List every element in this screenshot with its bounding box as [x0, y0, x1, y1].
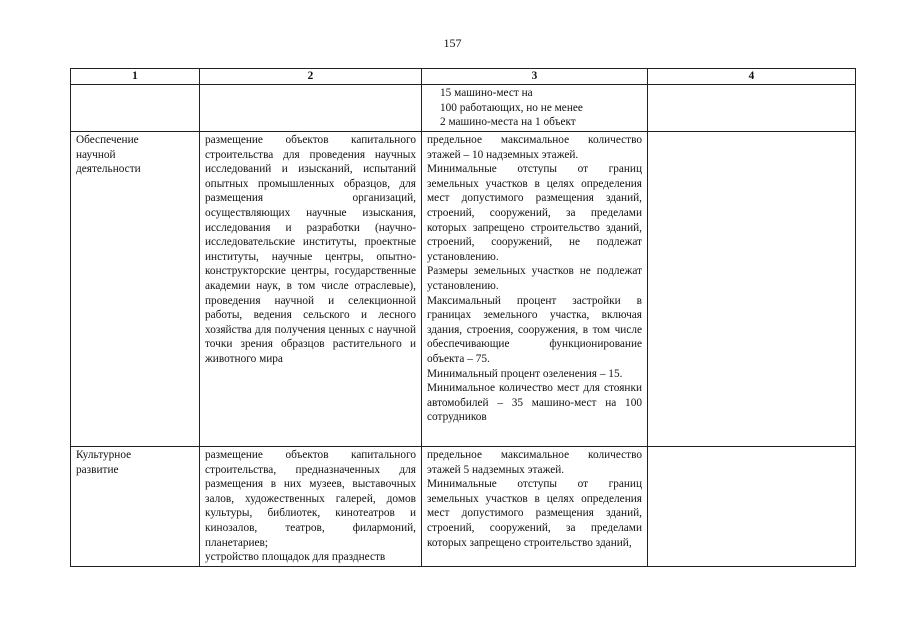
regulations-table [70, 68, 856, 567]
table-cell-description: размещение объектов капитального строительства, предназначенных для размещения в них музеев, выставочных залов, художественных галерей, домов культуры, библиотек, кинотеатров и кинозалов, театров, филармоний, планетариев; устройство площадок для празднеств [200, 447, 422, 567]
parameter-paragraph: Минимальные отступы от границ земельных участков в целях определения мест допустимого размещения зданий, строений, сооружений, за пределами которых запрещено строительство зданий, строений, сооружений, не подлежат установлению. [427, 163, 642, 263]
table-cell-use-name: Обеспечение научной деятельности [71, 132, 200, 447]
parameter-paragraph: предельное максимальное количество этажей 5 надземных этажей. [427, 449, 642, 476]
table-cell [648, 132, 856, 447]
parameter-paragraph: Максимальный процент застройки в границах земельного участка, включая здания, строения, сооружения, в том числе обеспечивающие функционирование объекта – 75. [427, 294, 642, 365]
table-row [71, 132, 856, 447]
table-cell [648, 447, 856, 567]
page-number: 157 [443, 36, 462, 50]
table-cell-description: размещение объектов капитального строительства для проведения научных исследований и изысканий, испытаний опытных промышленных образцов, для размещения организаций, осуществляющих научные изыскания, исследования и разработки (научно-исследовательские институты, проектные институты, научные центры, опытно-конструкторские центры, государственные академии наук, в том числе отраслевые), проведения научной и селекционной работы, ведения сельского и лесного хозяйства для получения ценных с научной точки зрения образцов растительного и животного мира [200, 132, 422, 447]
table-cell-parking: 15 машино-мест на 100 работающих, но не менее 2 машино-места на 1 объект [422, 85, 648, 132]
table-cell-parameters [422, 132, 648, 447]
parameter-paragraph: Минимальный процент озеленения – 15. [427, 367, 623, 380]
table-cell [200, 85, 422, 132]
table-row [71, 85, 856, 132]
header-col-4: 4 [648, 69, 856, 85]
parameter-paragraph: Размеры земельных участков не подлежат установлению. [427, 265, 642, 292]
header-col-3: 3 [422, 69, 648, 85]
table-cell-use-name: Культурное развитие [71, 447, 200, 567]
table-cell-parameters [422, 447, 648, 567]
table-header-row [71, 69, 856, 85]
parameter-paragraph: предельное максимальное количество этажей – 10 надземных этажей. [427, 134, 642, 161]
header-col-2: 2 [200, 69, 422, 85]
table-cell [648, 85, 856, 132]
header-col-1: 1 [71, 69, 200, 85]
parameter-paragraph: Минимальное количество мест для стоянки автомобилей – 35 машино-мест на 100 сотрудников [427, 382, 642, 424]
parameter-paragraph: Минимальные отступы от границ земельных участков в целях определения мест допустимого размещения зданий, строений, сооружений, за пределами которых запрещено строительство зданий, [427, 478, 642, 549]
table-cell [71, 85, 200, 132]
table-row [71, 447, 856, 567]
